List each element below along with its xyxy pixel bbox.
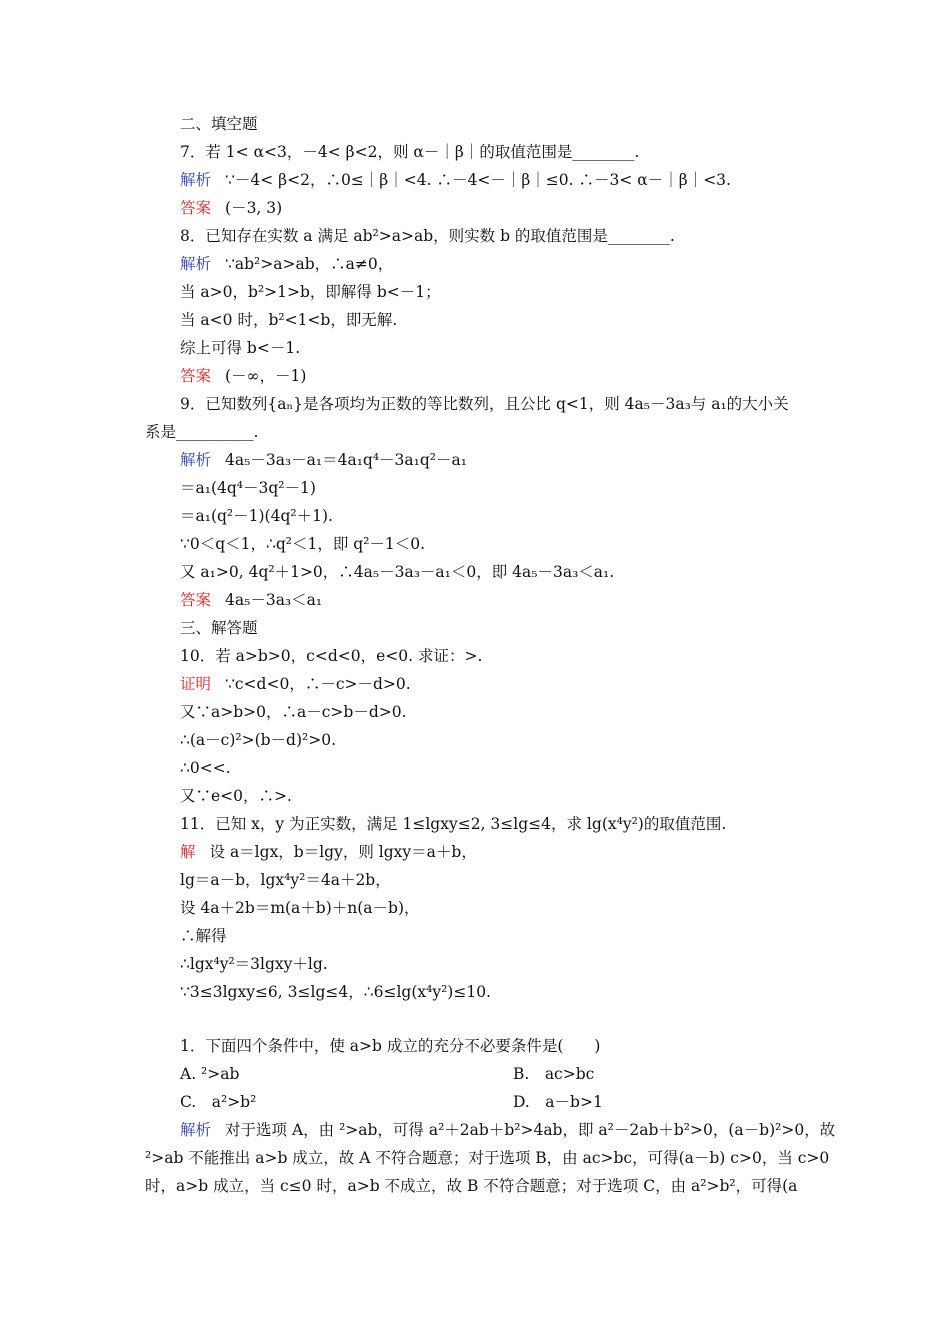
section-label: 证明 (180, 675, 212, 693)
text-line (180, 702, 407, 722)
text-line (180, 842, 477, 862)
line-text: ∴(a－c)²>(b－d)²>0. (180, 731, 337, 749)
text-line (180, 730, 336, 750)
text-line (180, 786, 292, 806)
line-text: 对于选项 A，由 ²>ab，可得 a²＋2ab＋b²>4ab，即 a²－2ab＋b²>0，(a－b)²>0，故 (225, 1121, 836, 1139)
text-line (180, 394, 789, 414)
text-line (180, 814, 726, 834)
text-line (180, 618, 258, 638)
line-text: ＝a₁(q²－1)(4q²＋1). (180, 507, 333, 525)
text-line (180, 1036, 600, 1056)
text-line (180, 982, 491, 1002)
line-text: (－3, 3) (225, 199, 283, 217)
line-text: 设 4a＋2b＝m(a＋b)＋n(a－b)， (180, 899, 420, 917)
text-line (180, 142, 639, 162)
text-line (180, 926, 227, 946)
line-text: lg＝a－b，lgx⁴y²＝4a＋2b， (180, 871, 391, 889)
text-line (180, 282, 441, 302)
line-text: 9．已知数列{aₙ}是各项均为正数的等比数列，且公比 q<1，则 4a₅－3a₃与 a₁的大小关 (180, 395, 789, 413)
text-line (145, 1176, 797, 1196)
text-line (180, 646, 482, 666)
choice-option: A. ²>ab (180, 1065, 240, 1083)
line-text: 11．已知 x，y 为正实数，满足 1≤lgxy≤2, 3≤lg≤4，求 lg(x⁴y²)的取值范围. (180, 815, 727, 833)
line-text: ∴0<<. (180, 759, 231, 777)
text-line (180, 114, 258, 134)
line-text: ∵0＜q＜1，∴q²＜1，即 q²－1＜0. (180, 535, 426, 553)
section-label: 解析 (180, 171, 212, 189)
text-line (180, 674, 411, 694)
line-text: 综上可得 b<－1. (180, 339, 301, 357)
section-label: 解析 (180, 255, 212, 273)
line-text: ²>ab 不能推出 a>b 成立，故 A 不符合题意；对于选项 B，由 ac>bc，可得(a－b) c>0，当 c>0 (145, 1149, 830, 1167)
line-text: 8．已知存在实数 a 满足 ab²>a>ab，则实数 b 的取值范围是________. (180, 227, 675, 245)
text-line (180, 170, 731, 190)
line-text: 二、填空题 (180, 115, 258, 133)
text-line (180, 562, 614, 582)
line-text: 当 a>0，b²>1>b，即解得 b<－1； (180, 283, 441, 301)
section-label: 答案 (180, 199, 212, 217)
text-line (180, 898, 420, 918)
section-label: 解析 (180, 451, 212, 469)
line-text: ∵－4< β<2，∴0≤｜β｜<4. ∴－4<－｜β｜≤0. ∴－3< α－｜β｜<3. (225, 171, 731, 189)
section-label: 答案 (180, 591, 212, 609)
line-text: 1．下面四个条件中，使 a>b 成立的充分不必要条件是( ) (180, 1037, 601, 1055)
line-text: 设 a＝lgx，b＝lgy，则 lgxy＝a＋b， (209, 843, 477, 861)
line-text: 当 a<0 时，b²<1<b，即无解. (180, 311, 398, 329)
line-text: (－∞，－1) (225, 367, 307, 385)
section-label: 答案 (180, 367, 212, 385)
text-line (180, 450, 467, 470)
text-line (180, 310, 397, 330)
line-text: 4a₅－3a₃－a₁＝4a₁q⁴－3a₁q²－a₁ (225, 451, 467, 469)
section-label: 解 (180, 843, 196, 861)
text-line (180, 226, 675, 246)
text-line (180, 870, 391, 890)
choice-option: B. ac>bc (513, 1065, 595, 1083)
text-line (180, 590, 322, 610)
line-text: 10．若 a>b>0，c<d<0，e<0. 求证：>. (180, 647, 483, 665)
line-text: 4a₅－3a₃＜a₁ (225, 591, 323, 609)
line-text: 又∵a>b>0，∴a－c>b－d>0. (180, 703, 407, 721)
text-line (180, 758, 231, 778)
line-text: 系是__________. (145, 423, 259, 441)
text-line (180, 198, 282, 218)
text-line (180, 954, 328, 974)
line-text: ∵ab²>a>ab，∴a≠0， (225, 255, 394, 273)
line-text: ＝a₁(4q⁴－3q²－1) (180, 479, 316, 497)
choice-option: C. a²>b² (180, 1093, 257, 1111)
line-text: ∴lgx⁴y²＝3lgxy＋lg. (180, 955, 328, 973)
text-line (180, 506, 333, 526)
text-line (145, 1148, 829, 1168)
line-text: ∴解得 (180, 927, 227, 945)
line-text: 又∵e<0，∴>. (180, 787, 292, 805)
line-text: ∵3≤3lgxy≤6, 3≤lg≤4，∴6≤lg(x⁴y²)≤10. (180, 983, 491, 1001)
line-text: 又 a₁>0, 4q²＋1>0，∴4a₅－3a₃－a₁＜0，即 4a₅－3a₃＜a₁. (180, 563, 615, 581)
line-text: ∵c<d<0，∴－c>－d>0. (225, 675, 411, 693)
text-line (145, 422, 258, 442)
text-line (180, 338, 300, 358)
section-label: 解析 (180, 1121, 212, 1139)
text-line (180, 534, 425, 554)
line-text: 时，a>b 成立，当 c≤0 时，a>b 不成立，故 B 不符合题意；对于选项 C，由 a²>b²，可得(a (145, 1177, 798, 1195)
line-text: 三、解答题 (180, 619, 258, 637)
text-line (180, 254, 393, 274)
line-text: 7．若 1< α<3，－4< β<2，则 α－｜β｜的取值范围是________. (180, 143, 640, 161)
text-line (180, 478, 316, 498)
text-line (180, 1120, 835, 1140)
choice-option: D. a－b>1 (513, 1093, 603, 1111)
text-line (180, 366, 306, 386)
